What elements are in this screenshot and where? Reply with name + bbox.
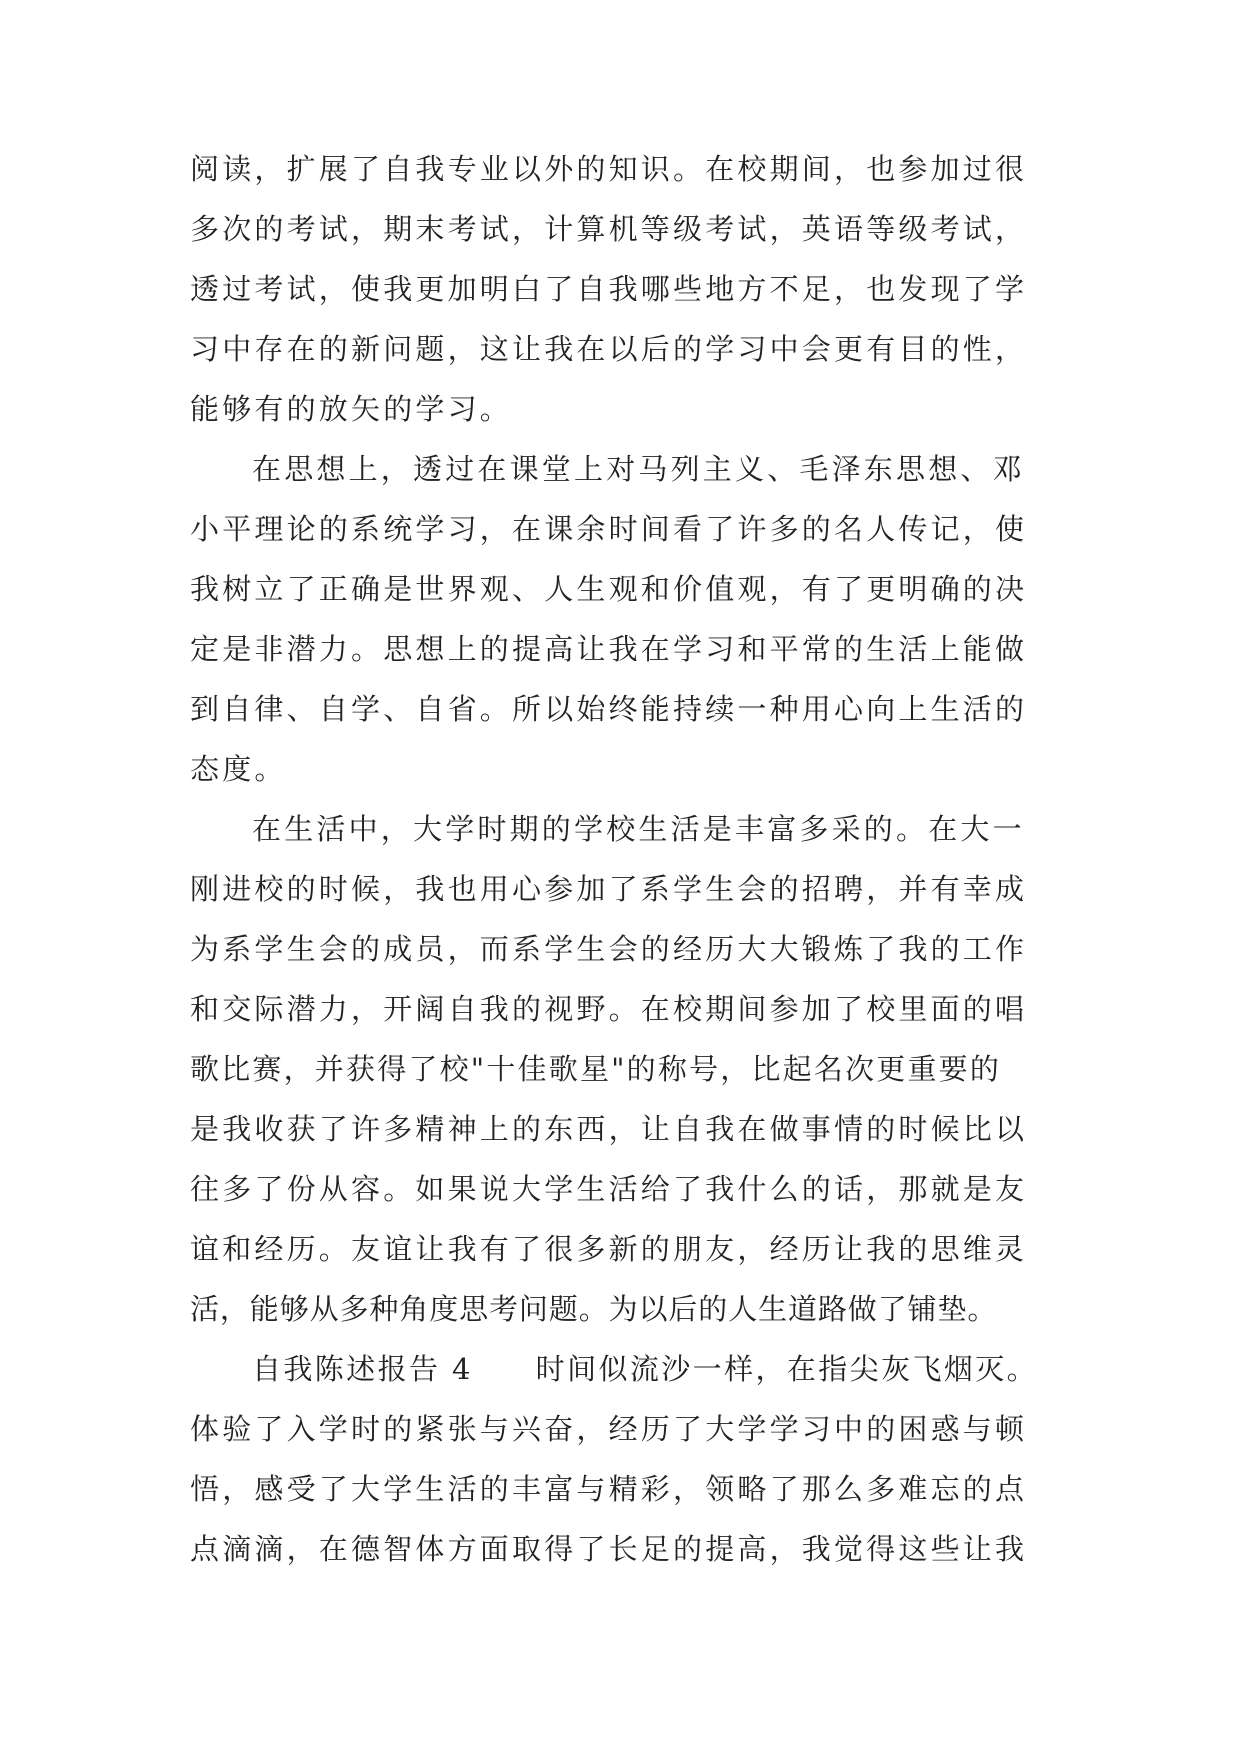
text-line: 是我收获了许多精神上的东西，让自我在做事情的时候比以 xyxy=(190,1112,1028,1146)
text-line: 多次的考试，期末考试，计算机等级考试，英语等级考试， xyxy=(190,212,1028,246)
paragraph-start-line: 在生活中，大学时期的学校生活是丰富多采的。在大一 xyxy=(252,812,1025,846)
text-line: 体验了入学时的紧张与兴奋，经历了大学学习中的困惑与顿 xyxy=(190,1412,1028,1446)
section-heading-line: 自我陈述报告 4 时间似流沙一样，在指尖灰飞烟灭。 xyxy=(252,1352,1039,1386)
text-line: 活，能够从多种角度思考问题。为以后的人生道路做了铺垫。 xyxy=(190,1292,998,1326)
text-line: 态度。 xyxy=(190,752,287,786)
text-line: 悟，感受了大学生活的丰富与精彩，领略了那么多难忘的点 xyxy=(190,1472,1028,1506)
text-line: 为系学生会的成员，而系学生会的经历大大锻炼了我的工作 xyxy=(190,932,1028,966)
text-line: 点滴滴，在德智体方面取得了长足的提高，我觉得这些让我 xyxy=(190,1532,1028,1566)
text-line: 能够有的放矢的学习。 xyxy=(190,392,513,426)
text-line: 小平理论的系统学习，在课余时间看了许多的名人传记，使 xyxy=(190,512,1028,546)
text-line: 阅读，扩展了自我专业以外的知识。在校期间，也参加过很 xyxy=(190,152,1028,186)
text-line: 刚进校的时候，我也用心参加了系学生会的招聘，并有幸成 xyxy=(190,872,1028,906)
text-line: 习中存在的新问题，这让我在以后的学习中会更有目的性， xyxy=(190,332,1028,366)
text-line: 到自律、自学、自省。所以始终能持续一种用心向上生活的 xyxy=(190,692,1028,726)
text-line: 和交际潜力，开阔自我的视野。在校期间参加了校里面的唱 xyxy=(190,992,1028,1026)
text-line: 透过考试，使我更加明白了自我哪些地方不足，也发现了学 xyxy=(190,272,1028,306)
text-line: 往多了份从容。如果说大学生活给了我什么的话，那就是友 xyxy=(190,1172,1028,1206)
text-line: 定是非潜力。思想上的提高让我在学习和平常的生活上能做 xyxy=(190,632,1028,666)
text-line: 谊和经历。友谊让我有了很多新的朋友，经历让我的思维灵 xyxy=(190,1232,1028,1266)
text-line: 我树立了正确是世界观、人生观和价值观，有了更明确的决 xyxy=(190,572,1028,606)
text-line: 歌比赛，并获得了校"十佳歌星"的称号，比起名次更重要的 xyxy=(190,1052,1002,1086)
paragraph-start-line: 在思想上，透过在课堂上对马列主义、毛泽东思想、邓 xyxy=(252,452,1025,486)
